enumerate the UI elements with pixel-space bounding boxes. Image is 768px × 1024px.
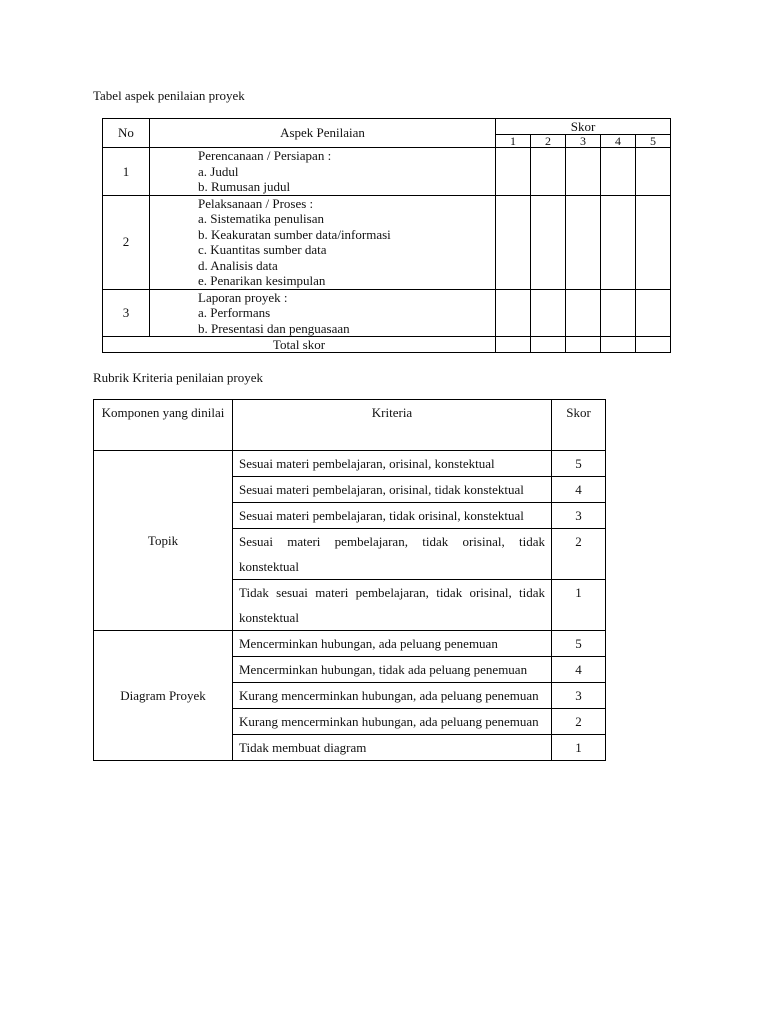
aspect-subitem: b. Presentasi dan penguasaan	[198, 320, 350, 336]
criteria-text: Mencerminkan hubungan, ada peluang penemuan	[233, 631, 552, 657]
aspect-subitem: a. Judul	[198, 163, 239, 179]
aspect-no: 2	[103, 195, 150, 289]
aspect-subitem: b. Keakuratan sumber data/informasi	[198, 226, 391, 242]
skor-level: 4	[601, 135, 636, 148]
criteria-score: 4	[552, 657, 606, 683]
score-cell[interactable]	[601, 195, 636, 289]
criteria-text: Sesuai materi pembelajaran, tidak orisinal, tidak konstektual	[233, 529, 552, 580]
aspect-subitem: a. Sistematika penulisan	[198, 211, 325, 226]
aspect-heading: Perencanaan / Persiapan :	[198, 148, 332, 163]
table1-header-row	[103, 119, 671, 135]
table2-header-row	[94, 400, 606, 451]
criteria-score: 1	[552, 735, 606, 761]
score-cell[interactable]	[566, 148, 601, 196]
aspect-heading: Pelaksanaan / Proses :	[198, 195, 314, 211]
total-row	[103, 337, 671, 353]
skor-level: 5	[636, 135, 671, 148]
header-skor: Skor	[552, 400, 606, 451]
assessment-aspect-table	[102, 118, 671, 353]
aspect-subitem: d. Analisis data	[198, 257, 278, 273]
aspect-subitem: e. Penarikan kesimpulan	[198, 273, 326, 288]
score-cell[interactable]	[566, 195, 601, 289]
score-cell[interactable]	[531, 148, 566, 196]
criteria-text: Sesuai materi pembelajaran, orisinal, tidak konstektual	[233, 477, 552, 503]
score-cell[interactable]	[531, 337, 566, 353]
aspect-items	[150, 148, 496, 196]
score-cell[interactable]	[636, 195, 671, 289]
score-cell[interactable]	[531, 289, 566, 337]
header-no: No	[103, 119, 150, 148]
header-kriteria: Kriteria	[233, 400, 552, 451]
score-cell[interactable]	[636, 337, 671, 353]
aspect-row	[103, 195, 671, 289]
score-cell[interactable]	[601, 148, 636, 196]
aspect-heading: Laporan proyek :	[198, 289, 288, 305]
aspect-subitem: b. Rumusan judul	[198, 179, 291, 194]
score-cell[interactable]	[566, 289, 601, 337]
criteria-score: 2	[552, 529, 606, 580]
criteria-score: 4	[552, 477, 606, 503]
rubric-row	[94, 631, 606, 657]
rubric-row	[94, 451, 606, 477]
score-cell[interactable]	[601, 289, 636, 337]
criteria-text: Sesuai materi pembelajaran, tidak orisinal, konstektual	[233, 503, 552, 529]
aspect-subitem: c. Kuantitas sumber data	[198, 242, 327, 257]
aspect-no: 1	[103, 148, 150, 196]
aspect-row	[103, 289, 671, 337]
score-cell[interactable]	[601, 337, 636, 353]
skor-level: 1	[496, 135, 531, 148]
criteria-score: 3	[552, 683, 606, 709]
criteria-score: 2	[552, 709, 606, 735]
table2-caption: Rubrik Kriteria penilaian proyek	[93, 370, 264, 385]
score-cell[interactable]	[496, 337, 531, 353]
skor-level: 3	[566, 135, 601, 148]
aspect-row	[103, 148, 671, 196]
score-cell[interactable]	[531, 195, 566, 289]
header-skor: Skor	[496, 119, 671, 135]
rubric-table	[93, 399, 606, 761]
aspect-subitem: a. Performans	[198, 305, 271, 320]
component-name: Topik	[94, 451, 233, 631]
score-cell[interactable]	[636, 289, 671, 337]
score-cell[interactable]	[566, 337, 601, 353]
header-aspek: Aspek Penilaian	[150, 119, 496, 148]
criteria-text: Mencerminkan hubungan, tidak ada peluang penemuan	[233, 657, 552, 683]
component-name: Diagram Proyek	[94, 631, 233, 761]
aspect-items	[150, 289, 496, 337]
criteria-score: 5	[552, 451, 606, 477]
criteria-text: Tidak membuat diagram	[233, 735, 552, 761]
score-cell[interactable]	[496, 148, 531, 196]
skor-level: 2	[531, 135, 566, 148]
score-cell[interactable]	[636, 148, 671, 196]
total-skor-label: Total skor	[103, 337, 496, 353]
header-komponen: Komponen yang dinilai	[94, 400, 233, 451]
criteria-text: Sesuai materi pembelajaran, orisinal, konstektual	[233, 451, 552, 477]
score-cell[interactable]	[496, 289, 531, 337]
criteria-text: Tidak sesuai materi pembelajaran, tidak orisinal, tidak konstektual	[233, 580, 552, 631]
aspect-items	[150, 195, 496, 289]
aspect-no: 3	[103, 289, 150, 337]
criteria-text: Kurang mencerminkan hubungan, ada peluang penemuan	[233, 709, 552, 735]
criteria-text: Kurang mencerminkan hubungan, ada peluang penemuan	[233, 683, 552, 709]
criteria-score: 5	[552, 631, 606, 657]
criteria-score: 3	[552, 503, 606, 529]
table1-caption: Tabel aspek penilaian proyek	[93, 88, 245, 103]
criteria-score: 1	[552, 580, 606, 631]
score-cell[interactable]	[496, 195, 531, 289]
